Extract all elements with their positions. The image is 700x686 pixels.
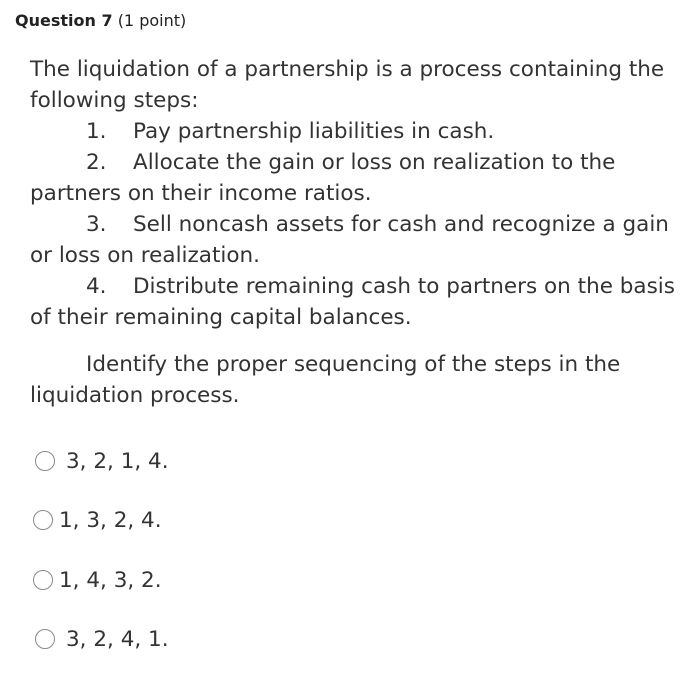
question-prompt-line-2: liquidation process. — [30, 383, 240, 408]
answer-choice-1[interactable] — [30, 446, 169, 476]
radio-button[interactable] — [33, 510, 53, 530]
radio-button[interactable] — [35, 629, 55, 649]
step-number: 4. — [86, 274, 107, 299]
step-text: Distribute remaining cash to partners on the basis — [133, 274, 675, 299]
step-3 — [30, 209, 695, 240]
radio-button[interactable] — [33, 570, 53, 590]
question-prompt-line-1: Identify the proper sequencing of the steps in the — [86, 352, 621, 377]
radio-button[interactable] — [35, 451, 55, 471]
question-title: Question 7 — [15, 11, 113, 30]
answer-choice-label: 1, 4, 3, 2. — [59, 567, 162, 593]
step-2 — [30, 147, 695, 178]
answer-choice-label: 3, 2, 1, 4. — [66, 448, 169, 474]
question-body — [30, 54, 695, 411]
step-number: 3. — [86, 212, 107, 237]
question-header — [15, 10, 186, 32]
answer-choice-label: 3, 2, 4, 1. — [66, 626, 169, 652]
step-1 — [30, 116, 695, 147]
step-text: Allocate the gain or loss on realization to the — [133, 150, 616, 175]
step-2-continuation: partners on their income ratios. — [30, 181, 372, 206]
answer-choice-2[interactable] — [30, 505, 162, 535]
step-number: 1. — [86, 119, 107, 144]
step-number: 2. — [86, 150, 107, 175]
step-4-continuation: of their remaining capital balances. — [30, 305, 412, 330]
step-4 — [30, 271, 695, 302]
answer-choice-4[interactable] — [30, 624, 169, 654]
question-points: (1 point) — [117, 11, 187, 30]
question-intro-line-2: following steps: — [30, 88, 199, 113]
step-text: Pay partnership liabilities in cash. — [133, 119, 495, 144]
step-text: Sell noncash assets for cash and recognize a gain — [133, 212, 669, 237]
question-intro-line-1: The liquidation of a partnership is a process containing the — [30, 57, 665, 82]
answer-choice-3[interactable] — [30, 565, 162, 595]
step-3-continuation: or loss on realization. — [30, 243, 261, 268]
answer-choice-label: 1, 3, 2, 4. — [59, 507, 162, 533]
